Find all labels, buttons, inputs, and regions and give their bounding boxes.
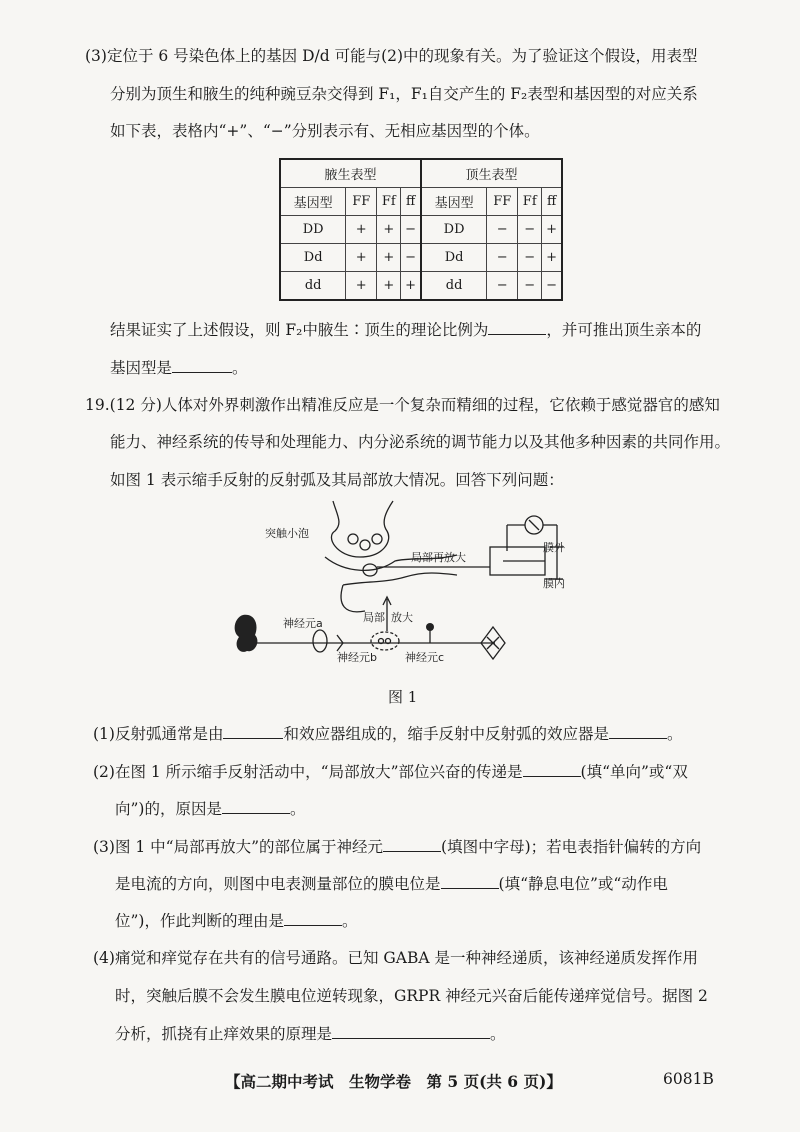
- q18-3-line1: (3)定位于 6 号染色体上的基因 D/d 可能与(2)中的现象有关。为了验证这个假设，用表型: [85, 47, 698, 65]
- table-cell: +: [346, 272, 377, 301]
- table-cell: dd: [280, 272, 346, 301]
- answer-blank[interactable]: [172, 358, 232, 373]
- result-text-b: ，并可推出顶生亲本的: [546, 321, 702, 339]
- answer-blank[interactable]: [523, 762, 581, 777]
- table-cell: +: [542, 216, 562, 244]
- s3-text-a: (3)图 1 中“局部再放大”的部位属于神经元: [93, 838, 384, 856]
- s3-text-b: (填图中字母)；若电表指针偏转的方向: [441, 838, 702, 856]
- table-header-cell: Ff: [377, 188, 401, 216]
- figure-caption: 图 1: [388, 688, 418, 706]
- s1-text-a: (1)反射弧通常是由: [93, 725, 224, 743]
- result-text-a: 结果证实了上述假设，则 F₂中腋生∶顶生的理论比例为: [110, 321, 489, 339]
- vesicle-shape: [348, 534, 358, 544]
- result-text-c: 基因型是: [110, 359, 173, 377]
- table-header-row: [280, 188, 562, 216]
- q19-s2-line2: [115, 799, 306, 819]
- answer-blank[interactable]: [488, 320, 546, 335]
- table-cell: −: [487, 272, 518, 301]
- q19-intro-line3: 如图 1 表示缩手反射的反射弧及其局部放大情况。回答下列问题：: [110, 471, 564, 489]
- table-row: [280, 216, 562, 244]
- s1-text-c: 。: [666, 725, 683, 743]
- footer-title: 【高二期中考试 生物学卷 第 5 页(共 6 页)】: [225, 1072, 562, 1091]
- q18-3-result-line2: [110, 358, 248, 378]
- label-zoom1b: 放大: [391, 611, 413, 624]
- q19-s3-line3: [115, 911, 358, 931]
- table-header-cell: FF: [487, 188, 518, 216]
- q19-s3-line2: [115, 874, 668, 894]
- table-cell: −: [401, 216, 421, 244]
- table-header-cell: 基因型: [280, 188, 346, 216]
- s2-text-c: 向”)的，原因是: [115, 800, 222, 818]
- table-header-cell: 基因型: [421, 188, 487, 216]
- table-cell: −: [518, 272, 542, 301]
- q19-intro-line2: 能力、神经系统的传导和处理能力、内分泌系统的调节能力以及其他多种因素的共同作用。: [110, 433, 731, 451]
- answer-blank[interactable]: [223, 724, 283, 739]
- s1-text-b: 和效应器组成的，缩手反射中反射弧的效应器是: [283, 725, 609, 743]
- table-group-right: 顶生表型: [421, 159, 562, 188]
- result-text-d: 。: [232, 359, 248, 377]
- answer-blank[interactable]: [332, 1024, 490, 1039]
- table-header-cell: ff: [542, 188, 562, 216]
- q18-3-line2: 分别为顶生和腋生的纯种豌豆杂交得到 F₁，F₁自交产生的 F₂表型和基因型的对应关系: [110, 85, 698, 103]
- q18-3-line3: 如下表，表格内“+”、“−”分别表示有、无相应基因型的个体。: [110, 122, 540, 140]
- table-cell: +: [346, 244, 377, 272]
- label-inner: 膜内: [543, 577, 565, 590]
- label-vesicle: 突触小泡: [265, 527, 309, 540]
- s4-text-c: 分析，抓挠有止痒效果的原理是: [115, 1025, 333, 1043]
- s2-text-a: (2)在图 1 所示缩手反射活动中，“局部放大”部位兴奋的传递是: [93, 763, 523, 781]
- q19-s4-line1: (4)痛觉和痒觉存在共有的信号通路。已知 GABA 是一种神经递质，该神经递质发挥作用: [93, 949, 698, 967]
- table-cell: +: [377, 244, 401, 272]
- q19-s4-line3: [115, 1024, 506, 1044]
- q19-s2-line1: [93, 762, 688, 782]
- table-header-cell: FF: [346, 188, 377, 216]
- table-header-cell: ff: [401, 188, 421, 216]
- label-neuron-a: 神经元a: [283, 617, 323, 630]
- answer-blank[interactable]: [284, 911, 342, 926]
- s4-text-d: 。: [490, 1025, 506, 1043]
- label-neuron-b: 神经元b: [337, 651, 377, 664]
- s2-text-b: (填“单向”或“双: [580, 763, 688, 781]
- table-cell: Dd: [280, 244, 346, 272]
- q18-3-result-line: [110, 320, 701, 340]
- genotype-table: [279, 158, 563, 301]
- table-header-cell: Ff: [518, 188, 542, 216]
- table-cell: +: [377, 216, 401, 244]
- s3-text-c: 是电流的方向，则图中电表测量部位的膜电位是: [115, 875, 441, 893]
- answer-blank[interactable]: [222, 799, 290, 814]
- label-zoom1: 局部: [363, 611, 385, 624]
- table-cell: DD: [421, 216, 487, 244]
- vesicle-shape: [360, 540, 370, 550]
- neuron-a-body: [313, 630, 327, 652]
- answer-blank[interactable]: [383, 837, 441, 852]
- q19-intro-line1: 19.(12 分)人体对外界刺激作出精准反应是一个复杂而精细的过程，它依赖于感觉器官的感知: [85, 396, 720, 414]
- table-cell: +: [542, 244, 562, 272]
- s3-text-e: 位”)，作此判断的理由是: [115, 912, 284, 930]
- table-cell: DD: [280, 216, 346, 244]
- table-cell: −: [518, 216, 542, 244]
- q19-s4-line2: 时，突触后膜不会发生膜电位逆转现象，GRPR 神经元兴奋后能传递痒觉信号。据图 2: [115, 987, 708, 1005]
- label-neuron-c: 神经元c: [405, 651, 445, 664]
- table-cell: +: [401, 272, 421, 301]
- s3-text-d: (填“静息电位”或“动作电: [498, 875, 668, 893]
- vesicle-shape: [372, 534, 382, 544]
- table-cell: −: [487, 244, 518, 272]
- receptor-icon: [235, 615, 258, 652]
- table-cell: +: [377, 272, 401, 301]
- table-cell: −: [401, 244, 421, 272]
- label-outer: 膜外: [543, 541, 565, 554]
- table-cell: −: [487, 216, 518, 244]
- table-row: [280, 272, 562, 301]
- answer-blank[interactable]: [441, 874, 499, 889]
- table-group-left: 腋生表型: [280, 159, 421, 188]
- s2-text-d: 。: [289, 800, 306, 818]
- q19-s3-line1: [93, 837, 701, 857]
- table-row: [280, 244, 562, 272]
- reflex-arc-figure: [225, 495, 565, 680]
- table-cell: −: [518, 244, 542, 272]
- answer-blank[interactable]: [609, 724, 667, 739]
- table-cell: +: [346, 216, 377, 244]
- table-cell: −: [542, 272, 562, 301]
- q19-s1: [93, 724, 683, 744]
- table-cell: dd: [421, 272, 487, 301]
- s3-text-f: 。: [341, 912, 358, 930]
- table-cell: Dd: [421, 244, 487, 272]
- footer-code: 6081B: [663, 1070, 714, 1088]
- label-zoom2: 局部再放大: [411, 551, 466, 564]
